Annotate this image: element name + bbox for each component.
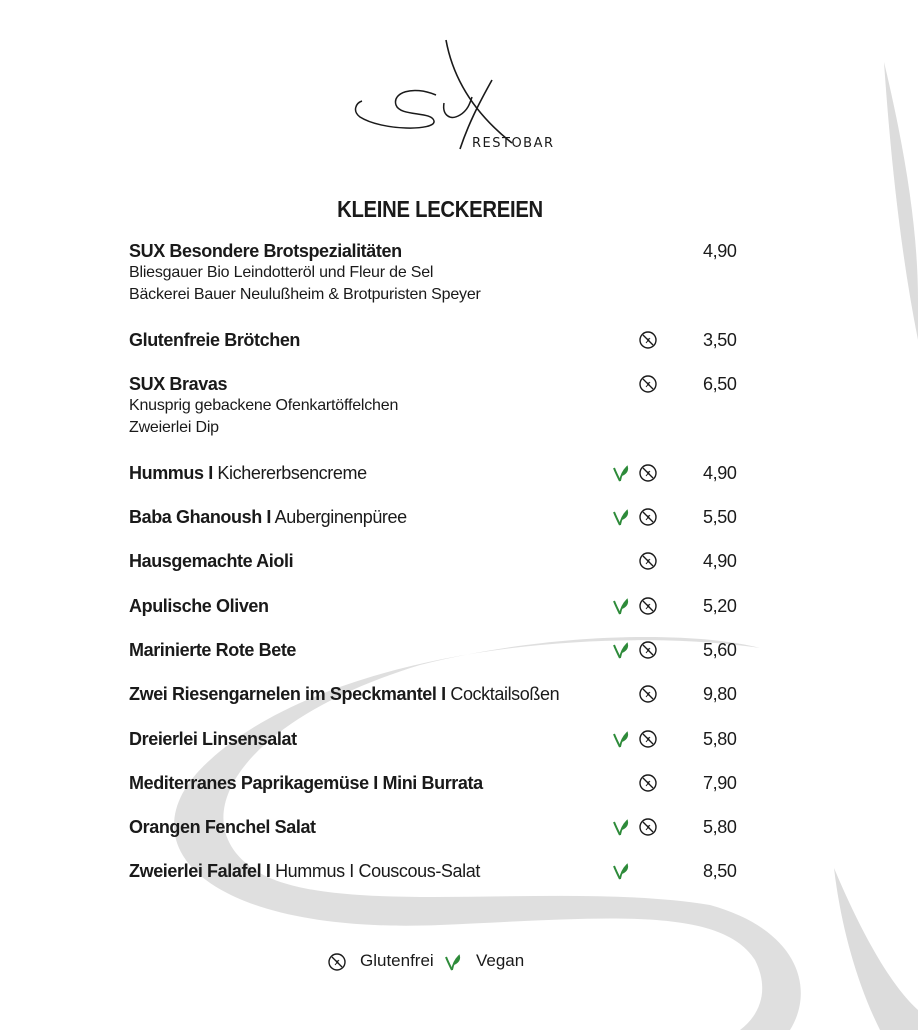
menu-item [129, 639, 749, 661]
vegan-leaf-icon [611, 463, 631, 483]
gluten-free-icon [638, 773, 658, 793]
menu-item-price: 5,20 [703, 596, 737, 616]
menu-item-price: 5,50 [703, 507, 737, 527]
gluten-free-icon [638, 817, 658, 837]
menu-item [129, 772, 749, 794]
section-title: KLEINE LECKEREIEN [337, 196, 543, 222]
menu-item-name: Hummus I [129, 463, 213, 483]
menu-item [129, 860, 749, 882]
menu-item-description: Knusprig gebackene Ofenkartöffelchen [129, 397, 399, 414]
menu-item [129, 816, 749, 838]
menu-item-description: Bliesgauer Bio Leindotteröl und Fleur de Sel [129, 264, 434, 281]
menu-item-price: 5,80 [703, 729, 737, 749]
menu-item-price: 5,60 [703, 640, 737, 660]
vegan-leaf-icon [611, 507, 631, 527]
menu-item [129, 329, 749, 351]
menu-item-name: Hausgemachte Aioli [129, 551, 294, 571]
menu-item-name: Marinierte Rote Bete [129, 640, 297, 660]
gluten-free-icon [638, 374, 658, 394]
legend-glutenfree-label: Glutenfrei [360, 951, 434, 970]
menu-item-extra: Hummus I Couscous-Salat [275, 861, 480, 881]
menu-item-price: 5,80 [703, 817, 737, 837]
menu-item-title [129, 860, 749, 882]
gluten-free-icon [638, 596, 658, 616]
menu-item-price: 4,90 [703, 551, 737, 571]
menu-item-name: Glutenfreie Brötchen [129, 330, 301, 350]
menu-item [129, 373, 749, 439]
menu-item-name: Orangen Fenchel Salat [129, 817, 316, 837]
menu-item [129, 240, 749, 306]
menu-item [129, 595, 749, 617]
menu-item-extra: Cocktailsoßen [450, 684, 560, 704]
vegan-leaf-icon [611, 596, 631, 616]
menu-item-price: 9,80 [703, 684, 737, 704]
gluten-free-icon [638, 330, 658, 350]
menu-item-extra: Auberginenpüree [274, 507, 407, 527]
gluten-free-icon [638, 507, 658, 527]
menu-item-description: Zweierlei Dip [129, 419, 219, 436]
menu-item [129, 462, 749, 484]
gluten-free-icon [638, 640, 658, 660]
gluten-free-icon [327, 952, 347, 972]
menu-item-name: Zweierlei Falafel I [129, 861, 271, 881]
menu-item-name: Dreierlei Linsensalat [129, 729, 297, 749]
vegan-leaf-icon [443, 952, 463, 972]
menu-item-name: SUX Besondere Brotspezialitäten [129, 241, 402, 261]
menu-item-price: 8,50 [703, 861, 737, 881]
gluten-free-icon [638, 551, 658, 571]
menu-item-name: Baba Ghanoush I [129, 507, 272, 527]
menu-item-price: 6,50 [703, 374, 737, 394]
gluten-free-icon [638, 463, 658, 483]
vegan-leaf-icon [611, 640, 631, 660]
menu-item-extra: Kichererbsencreme [217, 463, 367, 483]
menu-item-name: Apulische Oliven [129, 596, 269, 616]
menu-item-name: SUX Bravas [129, 374, 228, 394]
menu-item [129, 506, 749, 528]
gluten-free-icon [638, 684, 658, 704]
vegan-leaf-icon [611, 729, 631, 749]
menu-item-price: 3,50 [703, 330, 737, 350]
menu-item-description: Bäckerei Bauer Neulußheim & Brotpuristen Speyer [129, 286, 481, 303]
menu-item-price: 4,90 [703, 463, 737, 483]
legend-vegan-label: Vegan [476, 951, 525, 970]
menu-item [129, 550, 749, 572]
menu-item [129, 728, 749, 750]
vegan-leaf-icon [611, 861, 631, 881]
vegan-leaf-icon [611, 817, 631, 837]
menu-item-title [129, 240, 749, 262]
menu-item-price: 4,90 [703, 241, 737, 261]
menu-item-name: Zwei Riesengarnelen im Speckmantel I [129, 684, 446, 704]
logo-restobar-text: RESTOBAR [472, 136, 555, 151]
menu-item [129, 683, 749, 705]
gluten-free-icon [638, 729, 658, 749]
menu-item-name: Mediterranes Paprikagemüse I Mini Burrata [129, 773, 483, 793]
menu-item-price: 7,90 [703, 773, 737, 793]
